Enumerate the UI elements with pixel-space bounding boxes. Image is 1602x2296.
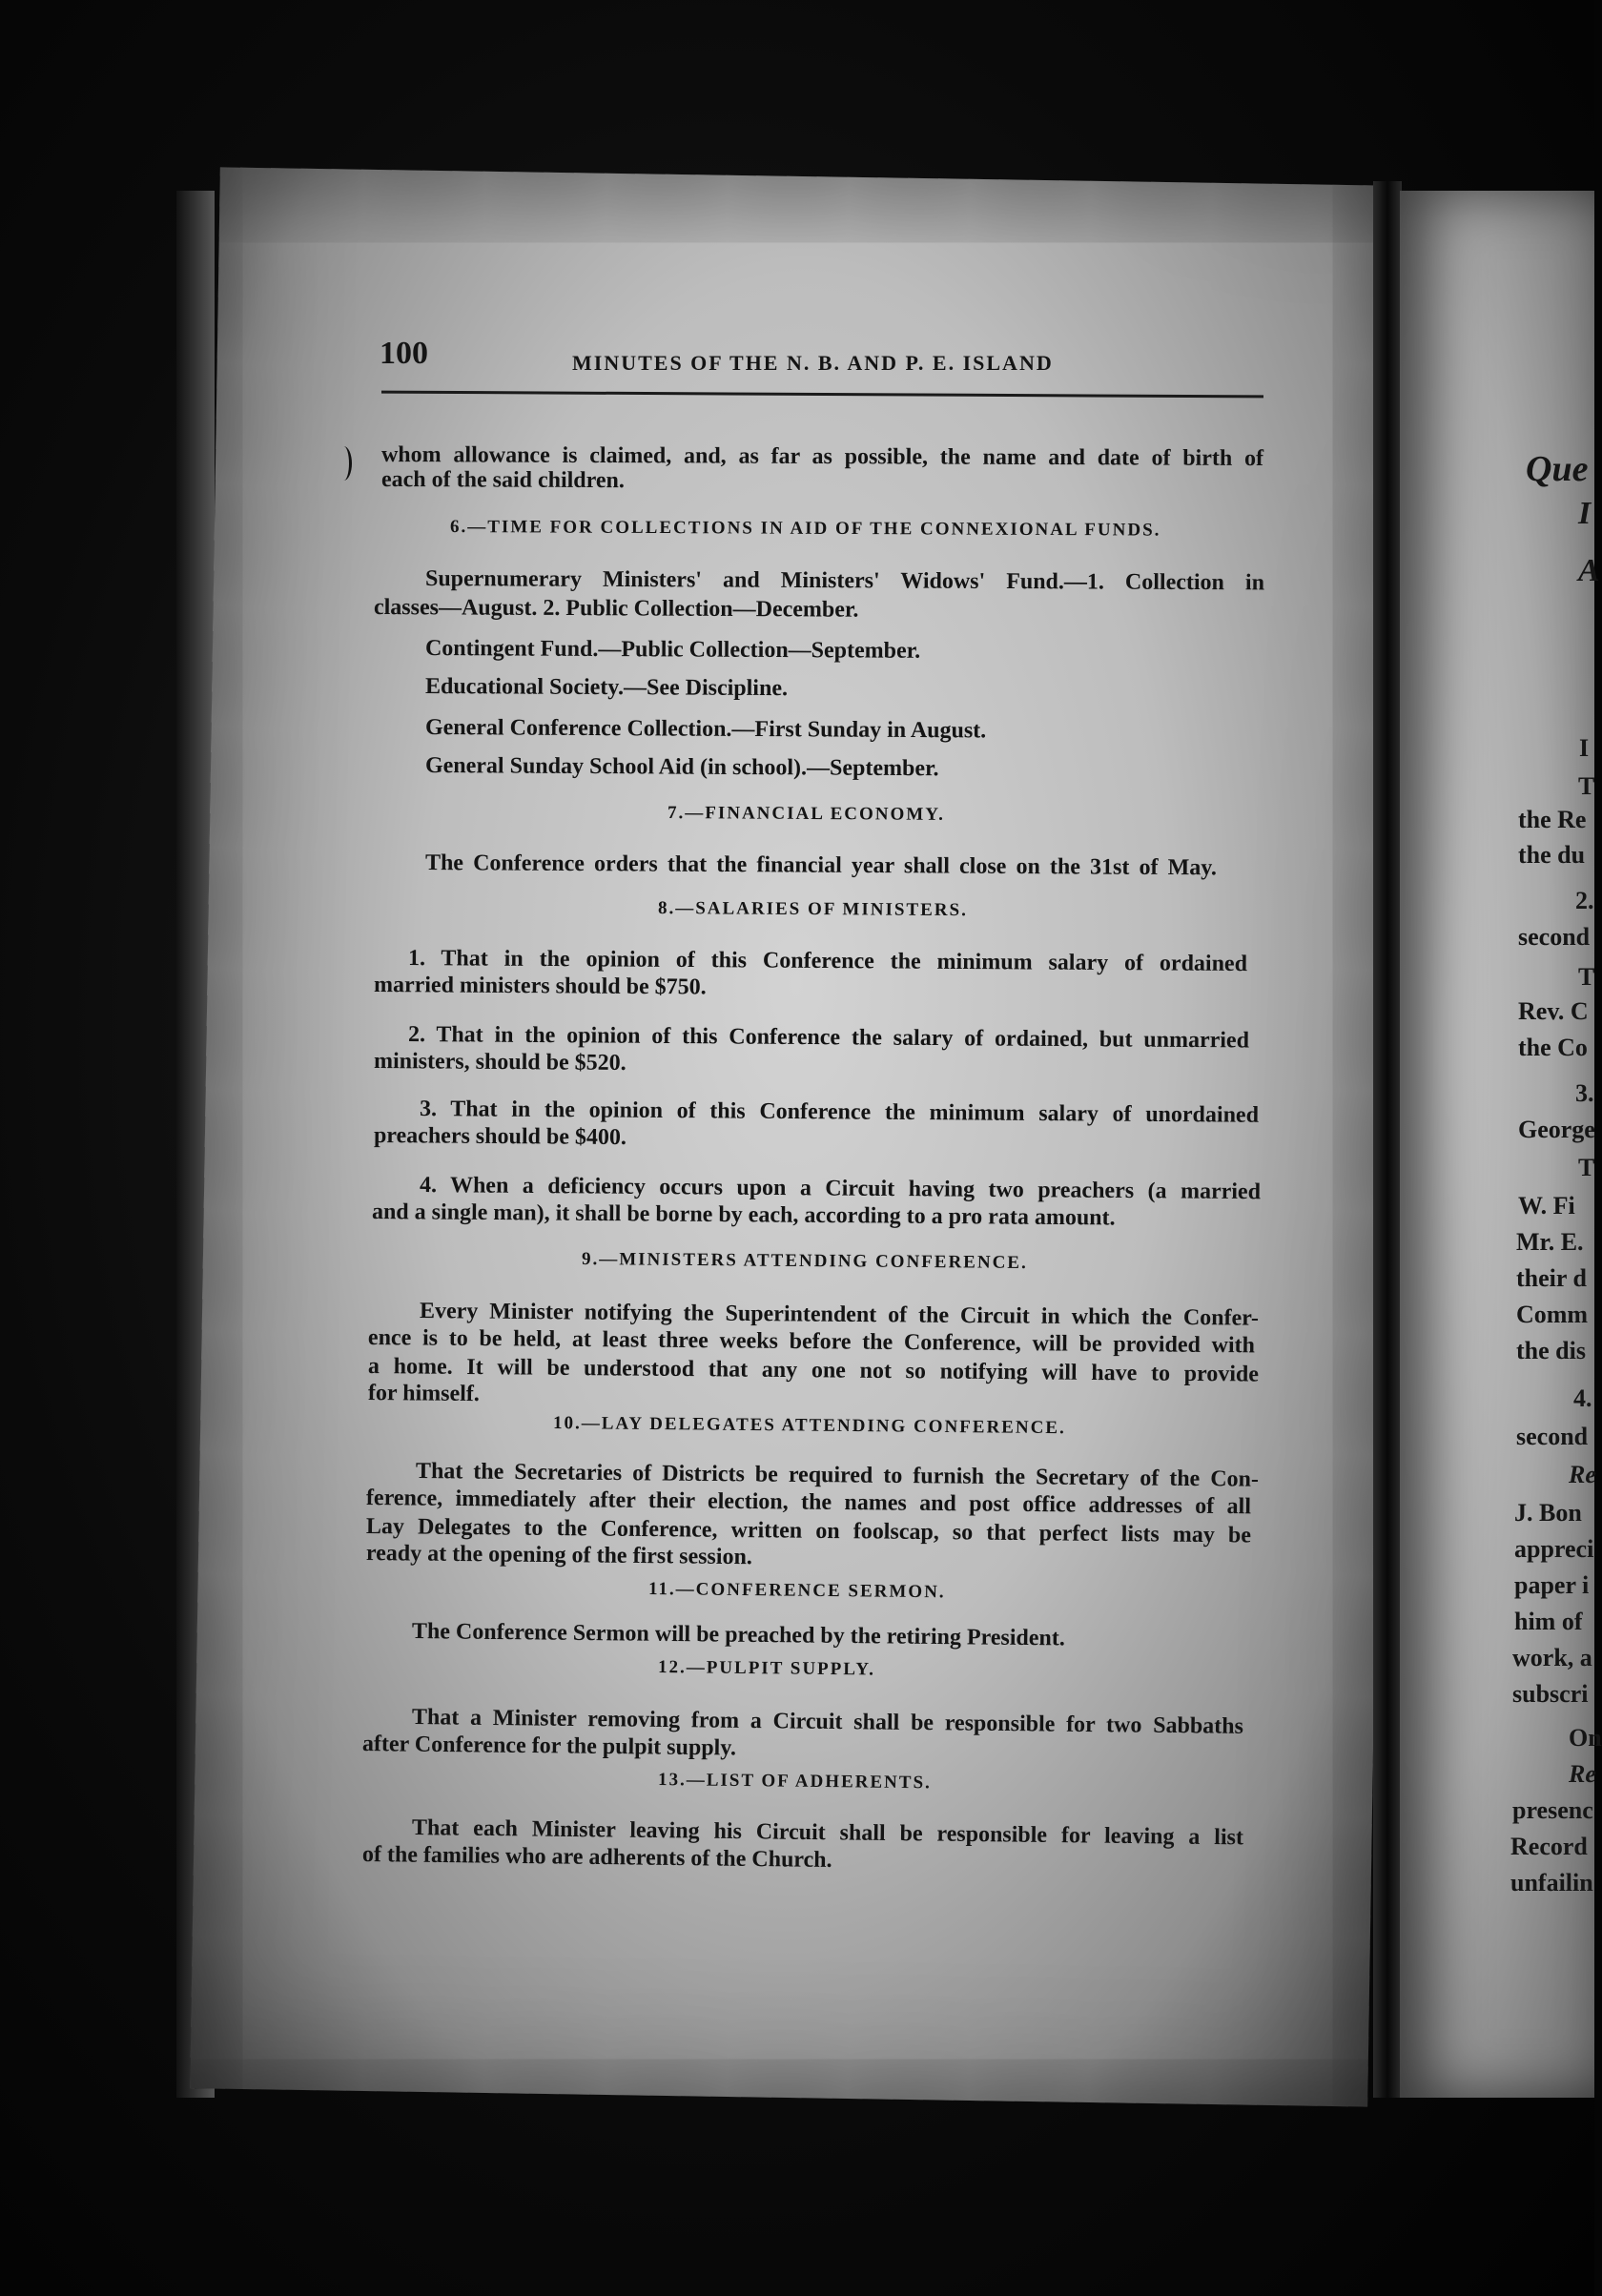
- text-line: Contingent Fund.—Public Collection—September.: [424, 636, 921, 664]
- right-page-fragment: the dis: [1516, 1337, 1586, 1364]
- text-line: ready at the opening of the first session.: [365, 1541, 753, 1570]
- text-line: 4. When a deficiency occurs upon a Circuit having two preachers (a married: [419, 1173, 1262, 1205]
- right-page-fragment: Rev. C: [1518, 997, 1589, 1025]
- right-page-fragment: W. Fi: [1518, 1192, 1575, 1220]
- text-line: ministers, should be $520.: [373, 1049, 626, 1076]
- running-head: MINUTES OF THE N. B. AND P. E. ISLAND: [572, 351, 1054, 375]
- text-line: 1. That in the opinion of this Conference the minimum salary of ordained: [407, 946, 1248, 977]
- right-page-fragment: unfailin: [1510, 1869, 1593, 1896]
- text-line: married ministers should be $750.: [373, 973, 707, 1000]
- text-line: Every Minister notifying the Superintendent of the Circuit in which the Confer-: [419, 1299, 1260, 1331]
- right-page-fragment: On: [1569, 1724, 1602, 1752]
- right-page-fragment: their d: [1516, 1264, 1587, 1292]
- right-page-fragment: Re: [1569, 1760, 1596, 1788]
- text-line: classes—August. 2. Public Collection—December.: [373, 595, 859, 623]
- text-line: That the Secretaries of Districts be required to furnish the Secretary of the Con-: [415, 1459, 1260, 1492]
- section-heading: 10.—LAY DELEGATES ATTENDING CONFERENCE.: [552, 1413, 1066, 1439]
- right-page-fragment: Mr. E.: [1516, 1228, 1584, 1256]
- text-line: 2. That in the opinion of this Conference the salary of ordained, but unmarried: [407, 1022, 1250, 1054]
- text-line: of the families who are adherents of the Church.: [361, 1842, 832, 1873]
- text-line: ence is to be held, at least three weeks before the Conference, will be provided with: [367, 1325, 1256, 1359]
- page-number: 100: [380, 336, 428, 371]
- text-line: General Conference Collection.—First Sunday in August.: [424, 715, 987, 744]
- right-page-fragment: Re: [1569, 1461, 1596, 1488]
- right-page-fragment: appreci: [1514, 1535, 1594, 1563]
- section-heading: 7.—FINANCIAL ECONOMY.: [667, 803, 946, 825]
- right-page-fragment: the Re: [1518, 806, 1587, 833]
- text-line: preachers should be $400.: [373, 1123, 627, 1151]
- right-page-fragment: T: [1578, 772, 1595, 800]
- right-page-fragment: A: [1578, 553, 1600, 588]
- right-page-fragment: I: [1579, 734, 1590, 762]
- text-line: for himself.: [367, 1381, 480, 1407]
- section-heading: 9.—MINISTERS ATTENDING CONFERENCE.: [581, 1249, 1028, 1274]
- text-line: and a single man), it shall be borne by each, according to a pro rata amount.: [371, 1199, 1116, 1231]
- text-line: That a Minister removing from a Circuit shall be responsible for two Sabbaths: [411, 1705, 1244, 1739]
- right-page-fragment: Record: [1510, 1833, 1588, 1860]
- right-page-fragment: second: [1518, 923, 1591, 951]
- section-heading: 8.—SALARIES OF MINISTERS.: [657, 898, 968, 921]
- margin-pen-mark: [336, 446, 352, 481]
- header-rule: [381, 391, 1263, 399]
- text-line: The Conference orders that the financial year shall close on the 31st of May.: [424, 851, 1218, 881]
- right-page-fragment: work, a: [1512, 1644, 1592, 1671]
- text-line: after Conference for the pulpit supply.: [361, 1732, 737, 1761]
- text-line: ference, immediately after their election, the names and post office addresses of all: [365, 1486, 1252, 1520]
- right-page-fragment: him of: [1514, 1608, 1583, 1635]
- right-page-fragment: subscri: [1512, 1680, 1589, 1708]
- right-page-fragment: the Co: [1518, 1034, 1588, 1061]
- text-line: each of the said children.: [380, 467, 625, 494]
- text-line: a home. It will be understood that any one not so notifying will have to provide: [367, 1354, 1260, 1387]
- text-line: whom allowance is claimed, and, as far as possible, the name and date of birth of: [380, 442, 1264, 472]
- right-page-fragment: J. Bon: [1514, 1499, 1582, 1527]
- section-heading: 12.—PULPIT SUPPLY.: [657, 1657, 876, 1680]
- text-line: The Conference Sermon will be preached by the retiring President.: [411, 1619, 1065, 1651]
- right-page-fragment: presenc: [1512, 1796, 1593, 1824]
- right-page-fragment: Comm: [1516, 1301, 1589, 1328]
- right-page-fragment: T: [1578, 963, 1595, 991]
- text-line: Lay Delegates to the Conference, written on foolscap, so that perfect lists may be: [365, 1514, 1252, 1548]
- right-page-fragment: Que: [1526, 449, 1589, 489]
- text-line: General Sunday School Aid (in school).—September.: [424, 753, 939, 782]
- right-page-fragment: paper i: [1514, 1571, 1590, 1599]
- text-line: Supernumerary Ministers' and Ministers' Widows' Fund.—1. Collection in: [424, 566, 1265, 596]
- text-line: Educational Society.—See Discipline.: [424, 674, 789, 702]
- right-page-fragment: 4.: [1573, 1384, 1592, 1412]
- section-heading: 13.—LIST OF ADHERENTS.: [657, 1770, 932, 1794]
- section-heading: 11.—CONFERENCE SERMON.: [647, 1579, 946, 1603]
- right-page-fragment: the du: [1518, 841, 1586, 869]
- right-page-fragment: 3.: [1575, 1079, 1594, 1107]
- right-page-fragment: T: [1578, 1154, 1595, 1181]
- right-page-fragment: second: [1516, 1423, 1589, 1450]
- text-line: 3. That in the opinion of this Conference the minimum salary of unordained: [419, 1097, 1260, 1128]
- right-page-fragment: I: [1578, 496, 1592, 531]
- text-line: That each Minister leaving his Circuit shall be responsible for leaving a list: [411, 1815, 1244, 1851]
- right-page-fragment: 2.: [1575, 887, 1594, 914]
- right-page-fragment: George: [1518, 1116, 1595, 1143]
- section-heading: 6.—TIME FOR COLLECTIONS IN AID OF THE CONNEXIONAL FUNDS.: [449, 517, 1161, 541]
